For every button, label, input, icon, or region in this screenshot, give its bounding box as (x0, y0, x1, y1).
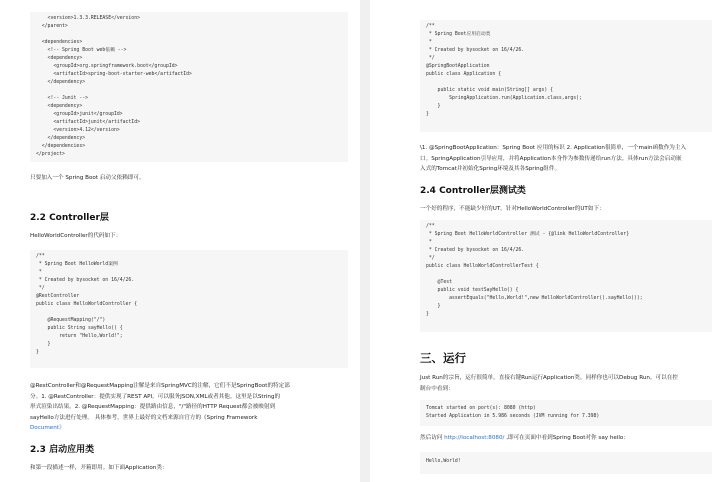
pom-code-block (30, 12, 348, 162)
paragraph-application-intro: 和第一段描述一样，开箱即用。如下面Application类： (30, 465, 168, 471)
paragraph-run (420, 373, 716, 394)
code-line: </dependency> (36, 80, 86, 85)
annotation-line: 形式渲染出结果。2. @RequestMapping：提供路由信息，"/"路径的HTTP Request都会被映射到 (30, 404, 276, 410)
code-line: * Created by bysocket on 16/4/26. (426, 48, 525, 53)
app-desc-line: 口。SpringApplication引导应用，并将Application本身作为参数传递给run方法。具体run方法会启动嵌 (420, 155, 682, 162)
code-line: </project> (36, 152, 65, 157)
code-line: <artifactId>spring-boot-starter-web</artifactId> (36, 72, 192, 77)
code-line: * (426, 40, 432, 45)
code-line: public class Application { (426, 72, 502, 77)
code-line: <artifactId>junit</artifactId> (36, 120, 140, 125)
heading-application: 2.3 启动应用类 (30, 445, 95, 455)
code-line: } (426, 312, 429, 317)
code-line: @RequestMapping("/") (36, 318, 106, 323)
code-line: public class HelloWorldControllerTest { (426, 264, 539, 269)
code-line: <dependency> (36, 104, 83, 109)
code-line (36, 87, 342, 95)
test-code-block (420, 220, 712, 332)
code-line: @RestController (36, 294, 80, 299)
code-line: /** (36, 254, 45, 259)
spring-doc-link[interactable]: Document》 (30, 425, 65, 431)
app-desc-line: 入式的Tomcat并初始化Spring环境及其各Spring组件。 (420, 166, 561, 172)
code-line: public class HelloWorldController { (36, 302, 138, 307)
paragraph-test-intro: 一个好的程序，不能缺少好的UT。针对HelloWorldController的UT如下： (420, 206, 605, 212)
code-line (426, 79, 706, 87)
run-desc-line: Just Run的宗旨，运行很简单，直接右键Run运行Application类。同样你也可以Debug Run。可以在控 (420, 375, 678, 381)
code-line: <dependency> (36, 56, 83, 61)
hello-output-code-block (420, 452, 712, 474)
controller-code-block (30, 250, 348, 368)
code-line: <version>4.12</version> (36, 128, 120, 133)
code-line (36, 31, 342, 39)
paragraph-visit (420, 433, 716, 444)
code-line: @SpringBootApplication (426, 64, 490, 69)
code-line: * Created by bysocket on 16/4/26. (426, 248, 525, 253)
run-output-code-block (420, 400, 712, 426)
run-desc-line: 制台中看到： (420, 385, 454, 392)
annotation-line: sayHello方法进行处理。 具体参考，世界上最好的文档来源自官方的《Spring Framework (30, 414, 258, 421)
code-line: <groupId>junit</groupId> (36, 112, 123, 117)
code-line: public static void main(String[] args) { (426, 88, 554, 93)
code-line: public void testSayHello() { (426, 288, 519, 293)
visit-text: 然后访问 (420, 435, 445, 441)
code-line: /** (426, 224, 435, 229)
code-line: } (36, 350, 39, 355)
code-line: </parent> (36, 24, 68, 29)
code-line: </dependency> (36, 136, 86, 141)
code-line: assertEquals("Hello,World!",new HelloWorldController().sayHello()); (426, 296, 643, 301)
code-line: <!-- Spring Boot web依赖 --> (36, 48, 127, 53)
code-line (36, 309, 342, 317)
paragraph-parent-dependency: 只要加入一个 Spring Boot 启动父依赖即可。 (30, 175, 145, 181)
code-line: SpringApplication.run(Application.class,args); (426, 96, 582, 101)
code-line: Tomcat started on port(s): 8080 (http) (426, 406, 536, 411)
code-line: <dependencies> (36, 40, 83, 45)
application-code-block (420, 20, 712, 132)
code-line: Started Application in 5.986 seconds (JVM running for 7.398) (426, 414, 600, 419)
code-line: * Spring Boot HelloWorldController 测试 - {@link HelloWorldController} (426, 232, 630, 237)
paragraph-annotations (30, 381, 352, 434)
code-line: <!-- Junit --> (36, 96, 88, 101)
code-line: </dependencies> (36, 144, 86, 149)
app-desc-line: \1. @SpringBootApplication：Spring Boot 应用的标识 2. Application很简单，一个main函数作为主入 (420, 145, 687, 151)
code-line: <groupId>org.springframework.boot</groupId> (36, 64, 178, 69)
code-line: */ (426, 56, 435, 61)
code-line: return "Hello,World!"; (36, 334, 123, 339)
heading-controller-test: 2.4 Controller层测试类 (420, 186, 526, 196)
code-line: * Spring Boot应用启动类 (426, 32, 491, 37)
paragraph-application-desc (420, 143, 716, 175)
code-line (426, 271, 706, 279)
code-line: * Created by bysocket on 16/4/26. (36, 278, 135, 283)
code-line: } (426, 104, 441, 109)
heading-controller: 2.2 Controller层 (30, 213, 109, 223)
code-line: */ (426, 256, 435, 261)
code-line: * Spring Boot HelloWorld案例 (36, 262, 118, 267)
annotation-line: @RestController和@RequestMapping注解是来自SpringMVC的注解，它们不是SpringBoot的特定部 (30, 383, 290, 389)
visit-text: ,即可在页面中看到Spring Boot对你 say hello： (504, 435, 629, 441)
code-line: } (426, 112, 429, 117)
heading-run: 三、运行 (420, 351, 466, 365)
right-page (370, 0, 720, 482)
code-line: public String sayHello() { (36, 326, 123, 331)
annotation-line: 分。1. @RestController：提供实现了REST API，可以服务JSON,XML或者其他。这里是以String的 (30, 393, 281, 400)
code-line: } (36, 342, 51, 347)
code-line: * (426, 240, 432, 245)
code-line: * (36, 270, 42, 275)
localhost-link[interactable]: http://localhost:8080/ (444, 435, 505, 441)
code-line: <version>1.3.3.RELEASE</version> (36, 16, 140, 21)
code-line: /** (426, 24, 435, 29)
code-line: Hello,World! (426, 459, 461, 464)
code-line: @Test (426, 280, 452, 285)
paragraph-controller-intro: HelloWorldController的代码如下： (30, 233, 122, 239)
code-line: */ (36, 286, 45, 291)
code-line: } (426, 304, 441, 309)
